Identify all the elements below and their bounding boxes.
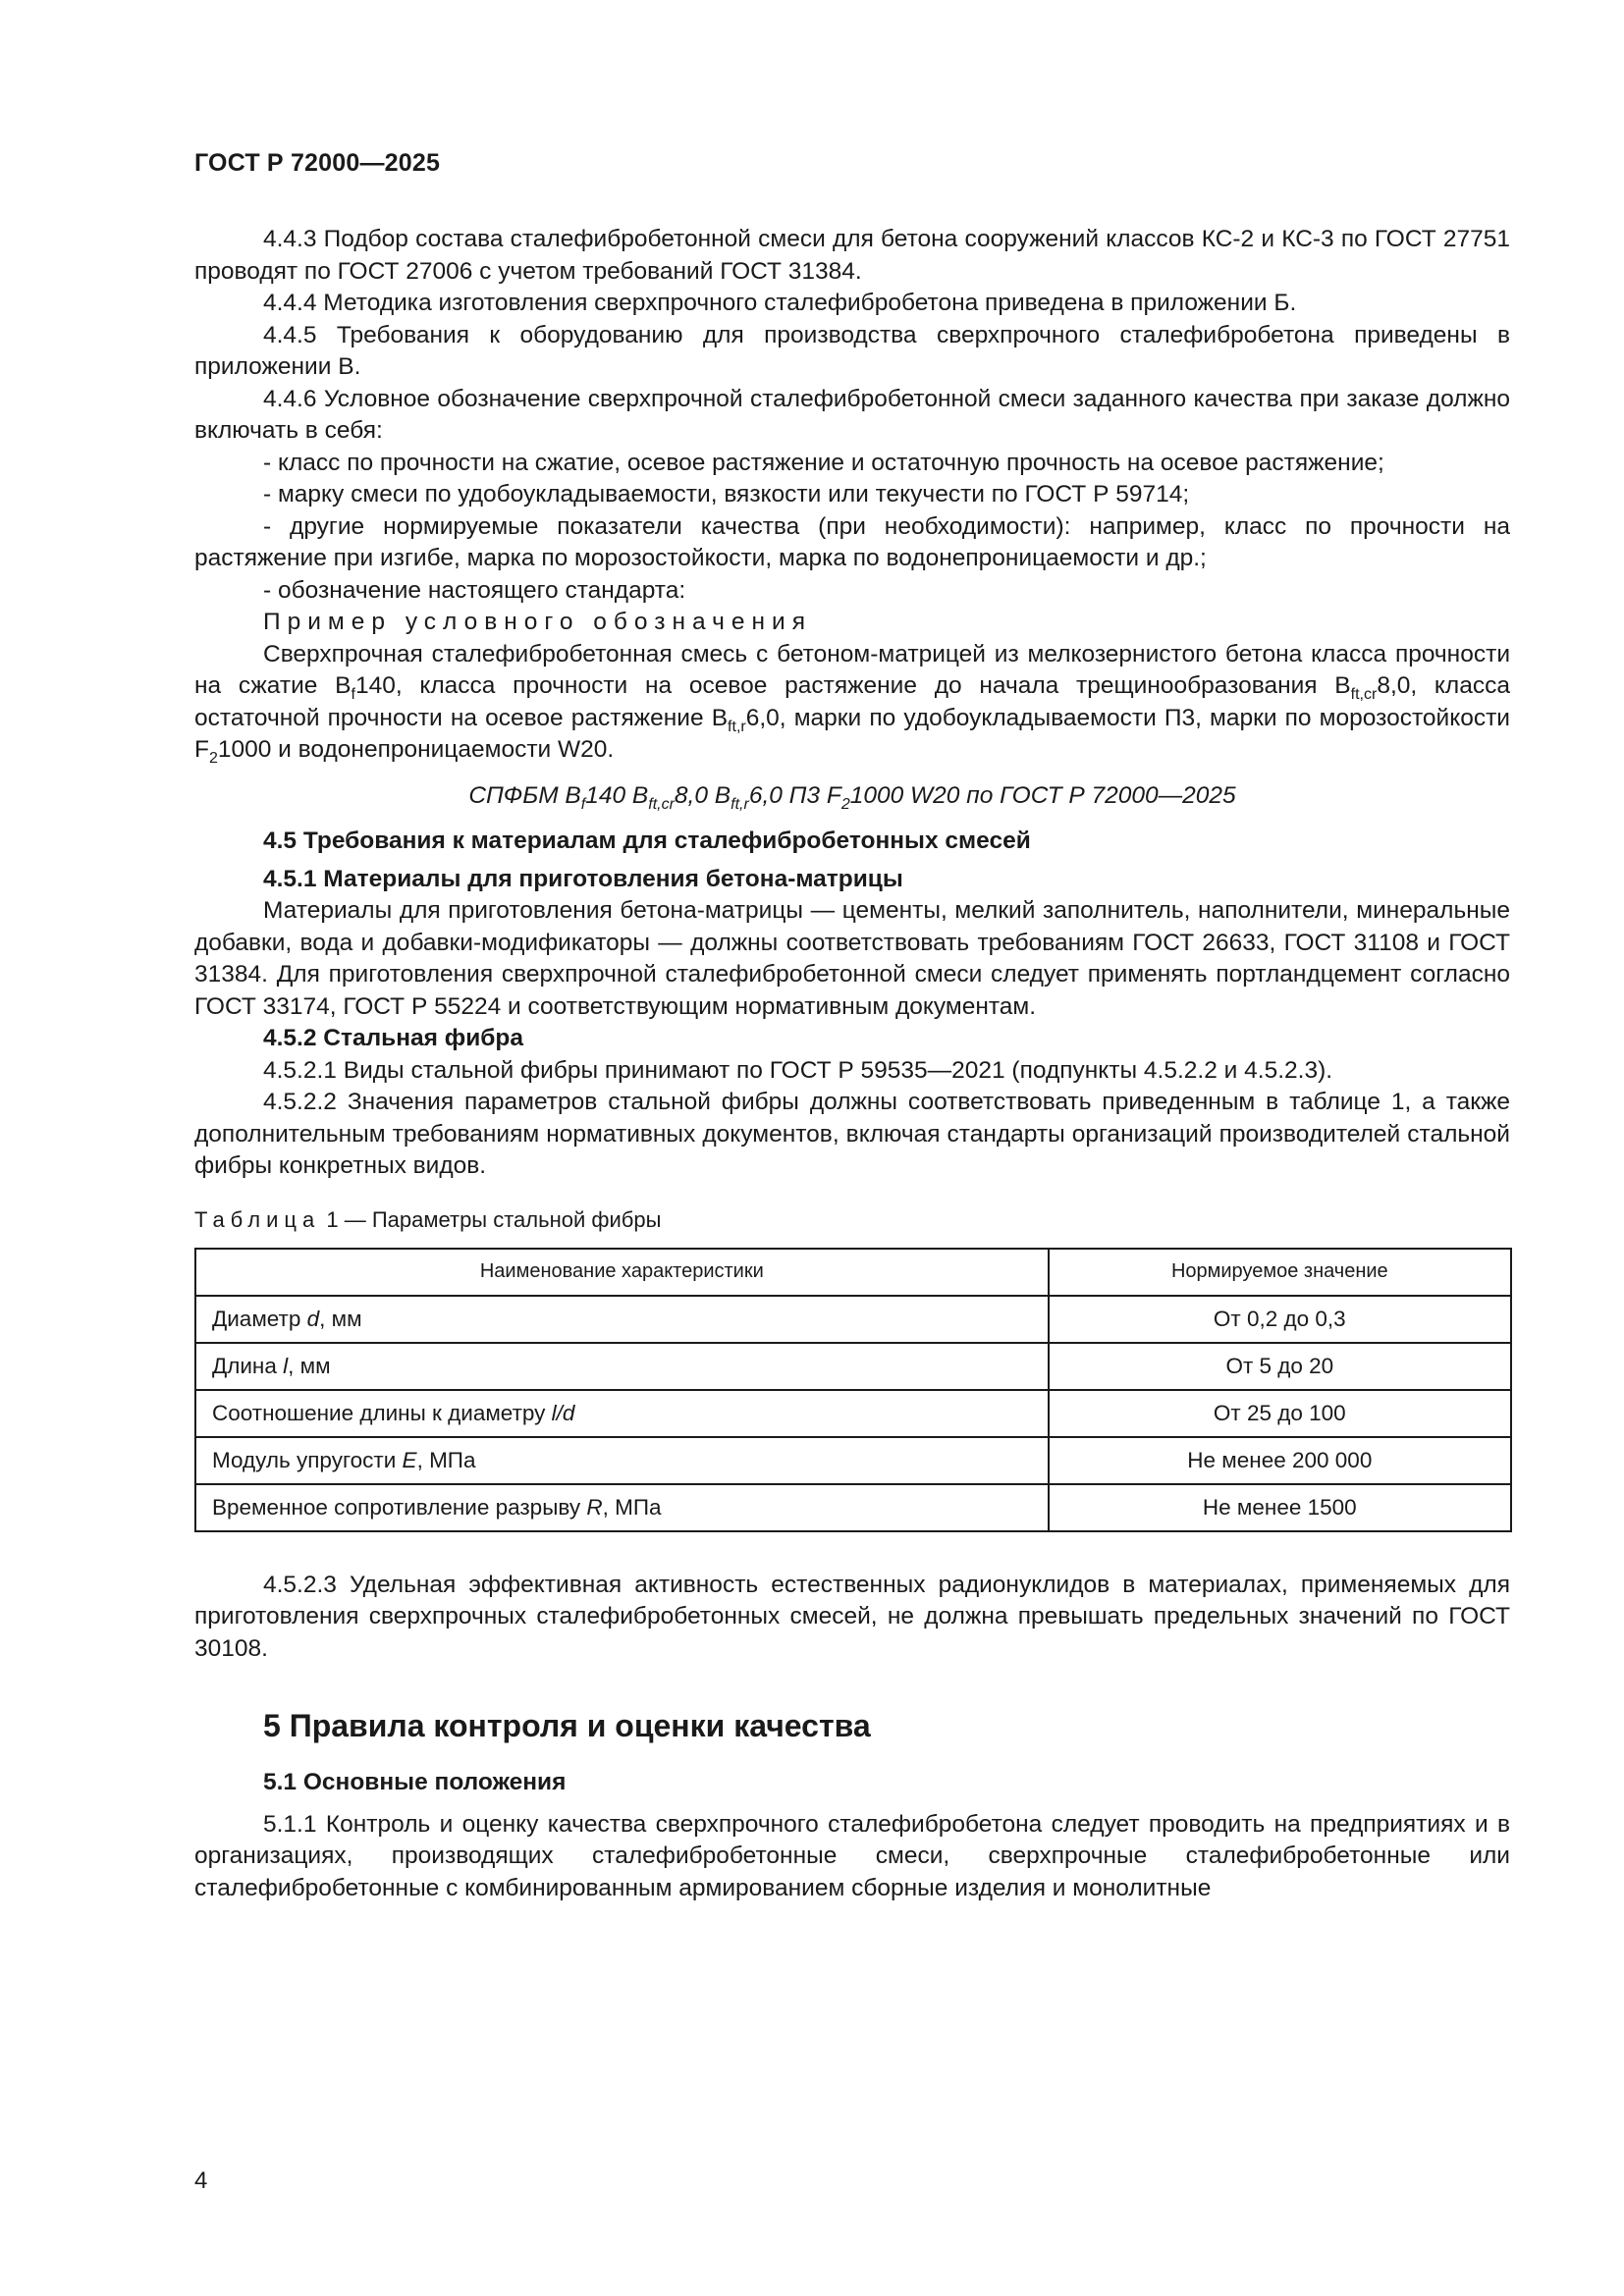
paragraph-4-5-1: Материалы для приготовления бетона-матрицы — цементы, мелкий заполнитель, наполнители, минеральные добавки, вода и добавки-модификаторы — должны соответствовать требованиям ГОСТ 26633, ГОСТ 31108 и ГОСТ 31384. Для приготовления сверхпрочной сталефибробетонной смеси следует применять портландцемент согласно ГОСТ 33174, ГОСТ Р 55224 и соответствующим нормативным документам. — [194, 897, 1510, 1020]
list-item-other: - другие нормируемые показатели качества (при необходимости): например, класс по прочности на растяжение при изгибе, марка по морозостойкости, марка по водонепроницаемости и др.; — [194, 512, 1510, 571]
paragraph-4-4-3: 4.4.3 Подбор состава сталефибробетонной смеси для бетона сооружений классов КС-2 и КС-3 по ГОСТ 27751 проводят по ГОСТ 27006 с учетом требований ГОСТ 31384. — [194, 226, 1510, 285]
table-caption: Таблица 1 — Параметры стальной фибры — [194, 1206, 662, 1232]
paragraph-5-1-1: 5.1.1 Контроль и оценку качества сверхпрочного сталефибробетона следует проводить на предприятиях и в организациях, производящих сталефибробетонные смеси, сверхпрочные сталефибробетонные или сталефибробетонные с комбинированным армированием сборные изделия и монолитные — [194, 1810, 1510, 1901]
page-number: 4 — [194, 2167, 208, 2194]
table-row — [195, 1390, 1511, 1437]
list-item-mark: - марку смеси по удобоукладываемости, вязкости или текучести по ГОСТ Р 59714; — [263, 481, 1190, 507]
document-body — [194, 224, 1510, 1904]
paragraph-4-4-4: 4.4.4 Методика изготовления сверхпрочного сталефибробетона приведена в приложении Б. — [263, 290, 1297, 316]
column-header-value: Нормируемое значение — [1049, 1249, 1511, 1296]
section-4-5-1-title: 4.5.1 Материалы для приготовления бетона-матрицы — [263, 865, 903, 892]
cell-value: Не менее 200 000 — [1049, 1437, 1511, 1484]
cell-characteristic: Диаметр d, мм — [195, 1296, 1049, 1343]
list-item-class: - класс по прочности на сжатие, осевое растяжение и остаточную прочность на осевое растяжение; — [263, 449, 1384, 476]
table-header-row — [195, 1249, 1511, 1296]
cell-characteristic: Соотношение длины к диаметру l/d — [195, 1390, 1049, 1437]
cell-value: Не менее 1500 — [1049, 1484, 1511, 1531]
section-4-5-title: 4.5 Требования к материалам для сталефибробетонных смесей — [263, 828, 1031, 854]
paragraph-4-4-5: 4.4.5 Требования к оборудованию для производства сверхпрочного сталефибробетона приведены в приложении В. — [194, 321, 1510, 380]
section-5-title: 5 Правила контроля и оценки качества — [263, 1708, 871, 1743]
document-header: ГОСТ Р 72000—2025 — [194, 149, 441, 177]
table-row — [195, 1343, 1511, 1390]
cell-value: От 5 до 20 — [1049, 1343, 1511, 1390]
column-header-characteristic: Наименование характеристики — [195, 1249, 1049, 1296]
cell-characteristic: Длина l, мм — [195, 1343, 1049, 1390]
section-5-1-title: 5.1 Основные положения — [263, 1769, 567, 1795]
paragraph-4-5-2-2: 4.5.2.2 Значения параметров стальной фибры должны соответствовать приведенным в таблице 1, а также дополнительным требованиям нормативных документов, включая стандарты организаций производителей стальной фибры конкретных видов. — [194, 1089, 1510, 1179]
cell-characteristic: Временное сопротивление разрыву R, МПа — [195, 1484, 1049, 1531]
fiber-parameters-table — [194, 1248, 1512, 1532]
list-item-designation: - обозначение настоящего стандарта: — [263, 576, 686, 604]
cell-characteristic: Модуль упругости E, МПа — [195, 1437, 1049, 1484]
example-text: Сверхпрочная сталефибробетонная смесь с бетоном-матрицей из мелкозернистого бетона класса прочности на сжатие $B_f140$, класса прочности на осевое растяжение до начала трещинообразования $B_{ft,cr}8,0$, класса остаточной прочности на осевое растяжение $B_{ft,r}6,0$, марки по удобоукладываемости П3, марки по морозостойкости $F_21000$ и водонепроницаемости W20. — [194, 640, 1510, 767]
table-row — [195, 1296, 1511, 1343]
table-row — [195, 1484, 1511, 1531]
cell-value: От 0,2 до 0,3 — [1049, 1296, 1511, 1343]
paragraph-4-5-2-3: 4.5.2.3 Удельная эффективная активность естественных радионуклидов в материалах, применяемых для приготовления сверхпрочных сталефибробетонных смесей, не должна превышать предельных значений по ГОСТ 30108. — [194, 1571, 1510, 1662]
designation-formula: СПФБМ $B_f140$ $B_{ft,cr}8,0$ $B_{ft,r}6,0$ П3 $F_21000$ W20 по ГОСТ Р 72000—2025 — [468, 781, 1236, 813]
table-row — [195, 1437, 1511, 1484]
paragraph-4-5-2-1: 4.5.2.1 Виды стальной фибры принимают по ГОСТ Р 59535—2021 (подпункты 4.5.2.2 и 4.5.2.3). — [263, 1056, 1333, 1084]
section-4-5-2-title: 4.5.2 Стальная фибра — [263, 1025, 523, 1051]
paragraph-4-4-6: 4.4.6 Условное обозначение сверхпрочной сталефибробетонной смеси заданного качества при заказе должно включать в себя: — [194, 385, 1510, 444]
cell-value: От 25 до 100 — [1049, 1390, 1511, 1437]
example-label: Пример условного обозначения — [263, 609, 812, 635]
